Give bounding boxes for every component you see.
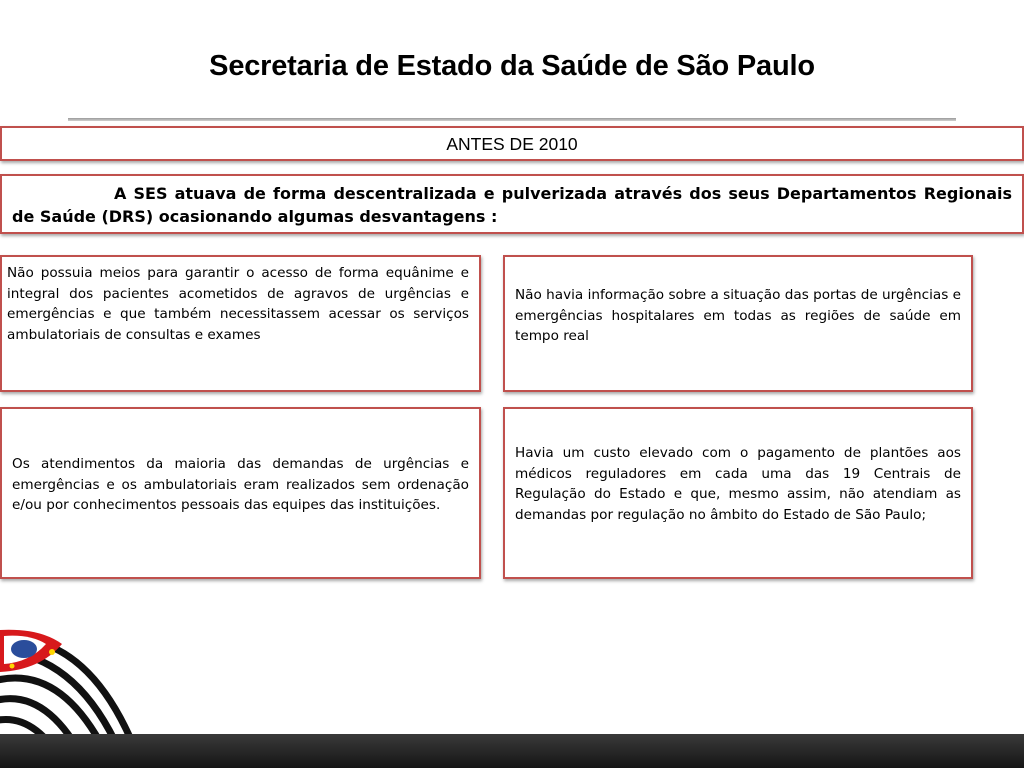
- page-title: Secretaria de Estado da Saúde de São Paulo: [209, 50, 815, 82]
- period-banner: ANTES DE 2010: [0, 126, 1024, 161]
- disadvantage-card-cost: Havia um custo elevado com o pagamento de plantões aos médicos reguladores em cada uma das 19 Centrais de Regulação do Estado e que, mesmo assim, não atendiam as demandas por regulação no âmbito do Estado de São Paulo;: [503, 407, 973, 579]
- footer-bar: [0, 734, 1024, 768]
- title-divider: [68, 118, 956, 121]
- disadvantage-card-ordering: Os atendimentos da maioria das demandas de urgências e emergências e os ambulatoriais eram realizados sem ordenação e/ou por conhecimentos pessoais das equipes das instituições.: [0, 407, 481, 579]
- intro-statement: A SES atuava de forma descentralizada e pulverizada através dos seus Departamentos Regionais de Saúde (DRS) ocasionando algumas desvantagens :: [0, 174, 1024, 234]
- disadvantage-card-access: Não possuia meios para garantir o acesso de forma equânime e integral dos pacientes acometidos de agravos de urgências e emergências e que também necessitassem acessar os serviços ambulatoriais de consultas e exames: [0, 255, 481, 392]
- disadvantage-card-information: Não havia informação sobre a situação das portas de urgências e emergências hospitalares em todas as regiões de saúde em tempo real: [503, 255, 973, 392]
